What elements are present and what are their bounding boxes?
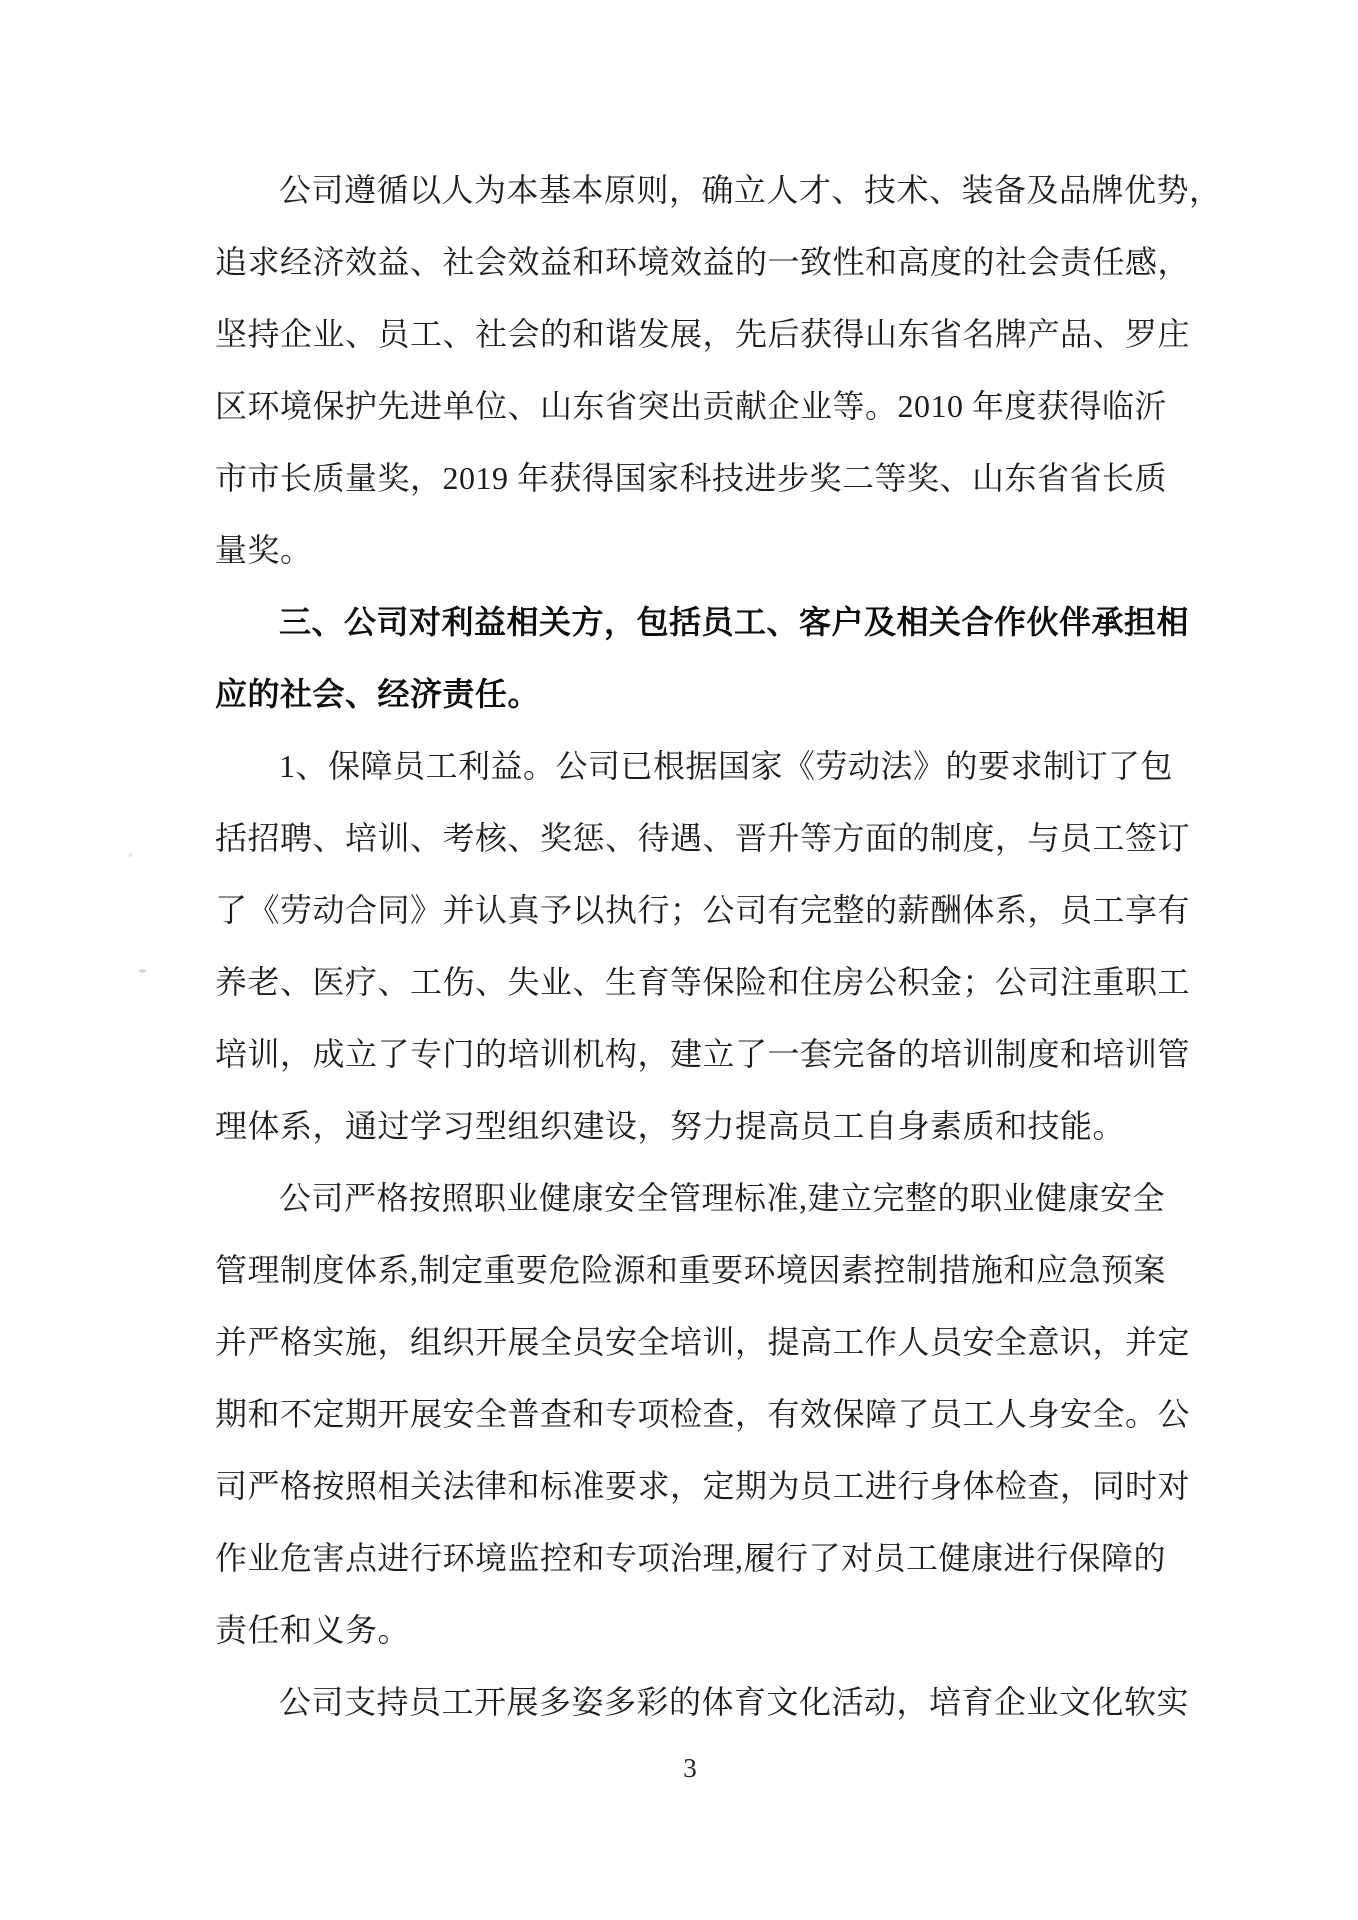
section-heading-stakeholder-responsibility [215, 586, 1190, 730]
text-line: 了《劳动合同》并认真予以执行；公司有完整的薪酬体系，员工享有 [215, 892, 1191, 928]
text-line: 市市长质量奖，2019 年获得国家科技进步奖二等奖、山东省省长质 [215, 460, 1168, 496]
text-line: 管理制度体系,制定重要危险源和重要环境因素控制措施和应急预案 [215, 1252, 1167, 1288]
text-line: 量奖。 [215, 532, 313, 568]
text-column [215, 154, 1222, 1738]
text-line: 公司遵循以人为本基本原则，确立人才、技术、装备及品牌优势， [279, 172, 1222, 208]
page-number: 3 [683, 1753, 697, 1783]
text-line: 坚持企业、员工、社会的和谐发展，先后获得山东省名牌产品、罗庄 [215, 316, 1191, 352]
paragraph-sports-culture [215, 1666, 1190, 1738]
scan-speck [139, 969, 146, 973]
heading-line: 三、公司对利益相关方，包括员工、客户及相关合作伙伴承担相 [279, 604, 1190, 640]
heading-line: 应的社会、经济责任。 [215, 676, 541, 712]
text-line: 责任和义务。 [215, 1612, 411, 1648]
text-line: 区环境保护先进单位、山东省突出贡献企业等。2010 年度获得临沂 [215, 388, 1168, 424]
text-line: 1、保障员工利益。公司已根据国家《劳动法》的要求制订了包 [279, 748, 1174, 784]
paragraph-employee-benefits [215, 730, 1191, 1162]
text-line: 公司严格按照职业健康安全管理标准,建立完整的职业健康安全 [279, 1180, 1166, 1216]
text-line: 期和不定期开展安全普查和专项检查，有效保障了员工人身安全。公 [215, 1396, 1191, 1432]
text-line: 理体系，通过学习型组织建设，努力提高员工自身素质和技能。 [215, 1108, 1126, 1144]
paragraph-company-principles [215, 154, 1222, 586]
text-line: 培训，成立了专门的培训机构，建立了一套完备的培训制度和培训管 [215, 1036, 1191, 1072]
text-line: 公司支持员工开展多姿多彩的体育文化活动，培育企业文化软实 [279, 1684, 1190, 1720]
text-line: 并严格实施，组织开展全员安全培训，提高工作人员安全意识，并定 [215, 1324, 1191, 1360]
text-line: 括招聘、培训、考核、奖惩、待遇、晋升等方面的制度，与员工签订 [215, 820, 1191, 856]
text-line: 作业危害点进行环境监控和专项治理,履行了对员工健康进行保障的 [215, 1540, 1167, 1576]
text-line: 养老、医疗、工伤、失业、生育等保险和住房公积金；公司注重职工 [215, 964, 1191, 1000]
scan-speck [128, 853, 133, 857]
text-line: 司严格按照相关法律和标准要求，定期为员工进行身体检查，同时对 [215, 1468, 1191, 1504]
text-line: 追求经济效益、社会效益和环境效益的一致性和高度的社会责任感， [215, 244, 1191, 280]
paragraph-occupational-health-safety [215, 1162, 1191, 1666]
page-footer [215, 1746, 1165, 1790]
